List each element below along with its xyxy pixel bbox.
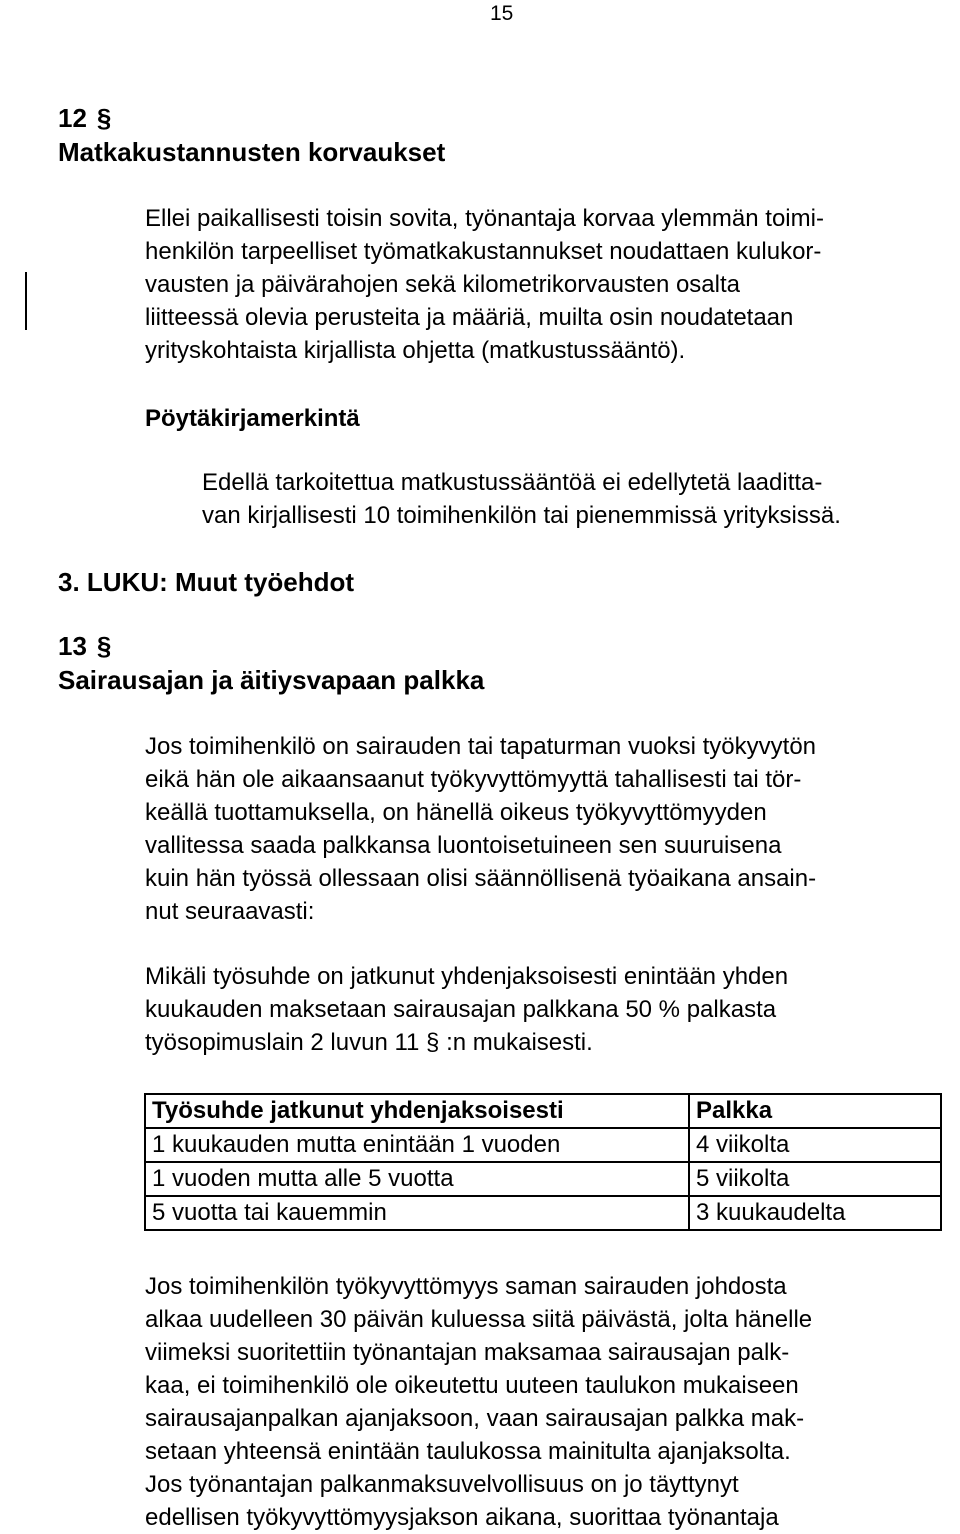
paragraph-line: Jos työnantajan palkanmaksuvelvollisuus on jo täyttynyt [145,1471,739,1498]
paragraph-line: kuukauden maksetaan sairausajan palkkana 50 % palkasta [145,996,777,1023]
sick-pay-table [144,1093,942,1231]
paragraph-line: setaan yhteensä enintään taulukossa mainitulta ajanjaksolta. [145,1438,791,1465]
note-line: Edellä tarkoitettua matkustussääntöä ei edellytetä laaditta- [202,469,823,496]
table-cell: 5 viikolta [689,1162,941,1196]
paragraph-line: Jos toimihenkilö on sairauden tai tapaturman vuoksi työkyvytön [145,733,817,760]
table-header-row [145,1094,941,1128]
table-cell: 4 viikolta [689,1128,941,1162]
section-number: 12 [58,103,87,133]
section-12-title: Matkakustannusten korvaukset [58,137,446,167]
table-cell: 1 vuoden mutta alle 5 vuotta [145,1162,689,1196]
paragraph-line: työsopimuslain 2 luvun 11 § :n mukaisesti. [145,1029,593,1056]
chapter-title: 3. LUKU: Muut työehdot [58,567,355,597]
paragraph-line: vausten ja päivärahojen sekä kilometrikorvausten osalta [145,271,740,298]
paragraph-line: liitteessä olevia perusteita ja määriä, muilta osin noudatetaan [145,304,794,331]
note-line: van kirjallisesti 10 toimihenkilön tai pienemmissä yrityksissä. [202,502,841,529]
table-row [145,1196,941,1230]
paragraph-line: kaa, ei toimihenkilö ole oikeutettu uuteen taulukon mukaiseen [145,1372,799,1399]
section-12-paragraph [145,202,824,367]
paragraph-line: Mikäli työsuhde on jatkunut yhdenjaksoisesti enintään yhden [145,963,789,990]
paragraph-line: alkaa uudelleen 30 päivän kuluessa siitä päivästä, jolta hänelle [145,1306,813,1333]
paragraph-line: edellisen työkyvyttömyysjakson aikana, suorittaa työnantaja [145,1504,779,1531]
section-symbol: § [96,103,112,133]
table-cell: 1 kuukauden mutta enintään 1 vuoden [145,1128,689,1162]
paragraph-line: henkilön tarpeelliset työmatkakustannukset noudattaen kulukor- [145,238,822,265]
table-cell: 3 kuukaudelta [689,1196,941,1230]
section-number: 13 [58,631,87,661]
page-number: 15 [490,2,514,25]
section-13-paragraph-1 [145,730,816,928]
table-row [145,1128,941,1162]
paragraph-line: viimeksi suoritettiin työnantajan maksamaa sairausajan palk- [145,1339,790,1366]
paragraph-line: eikä hän ole aikaansaanut työkyvyttömyyttä tahallisesti tai tör- [145,766,802,793]
protocol-note-heading: Pöytäkirjamerkintä [145,405,360,432]
paragraph-line: keällä tuottamuksella, on hänellä oikeus työkyvyttömyyden [145,799,767,826]
paragraph-line: kuin hän työssä ollessaan olisi säännöllisenä työaikana ansain- [145,865,817,892]
change-bar [25,272,27,330]
table-row [145,1162,941,1196]
table-header-cell: Työsuhde jatkunut yhdenjaksoisesti [145,1094,689,1128]
paragraph-line: Ellei paikallisesti toisin sovita, työnantaja korvaa ylemmän toimi- [145,205,824,232]
protocol-note-text [202,466,841,532]
section-12-number [58,102,111,135]
section-13-title: Sairausajan ja äitiysvapaan palkka [58,665,485,695]
paragraph-line: Jos toimihenkilön työkyvyttömyys saman sairauden johdosta [145,1273,787,1300]
section-13-number [58,630,111,663]
table-cell: 5 vuotta tai kauemmin [145,1196,689,1230]
section-symbol: § [96,631,112,661]
paragraph-line: sairausajanpalkan ajanjaksoon, vaan sairausajan palkka mak- [145,1405,805,1432]
paragraph-line: vallitessa saada palkkansa luontoisetuineen sen suuruisena [145,832,782,859]
table-header-cell: Palkka [689,1094,941,1128]
paragraph-line: yrityskohtaista kirjallista ohjetta (matkustussääntö). [145,337,686,364]
paragraph-line: nut seuraavasti: [145,898,315,925]
section-13-paragraph-3 [145,1270,812,1534]
section-13-paragraph-2 [145,960,788,1059]
